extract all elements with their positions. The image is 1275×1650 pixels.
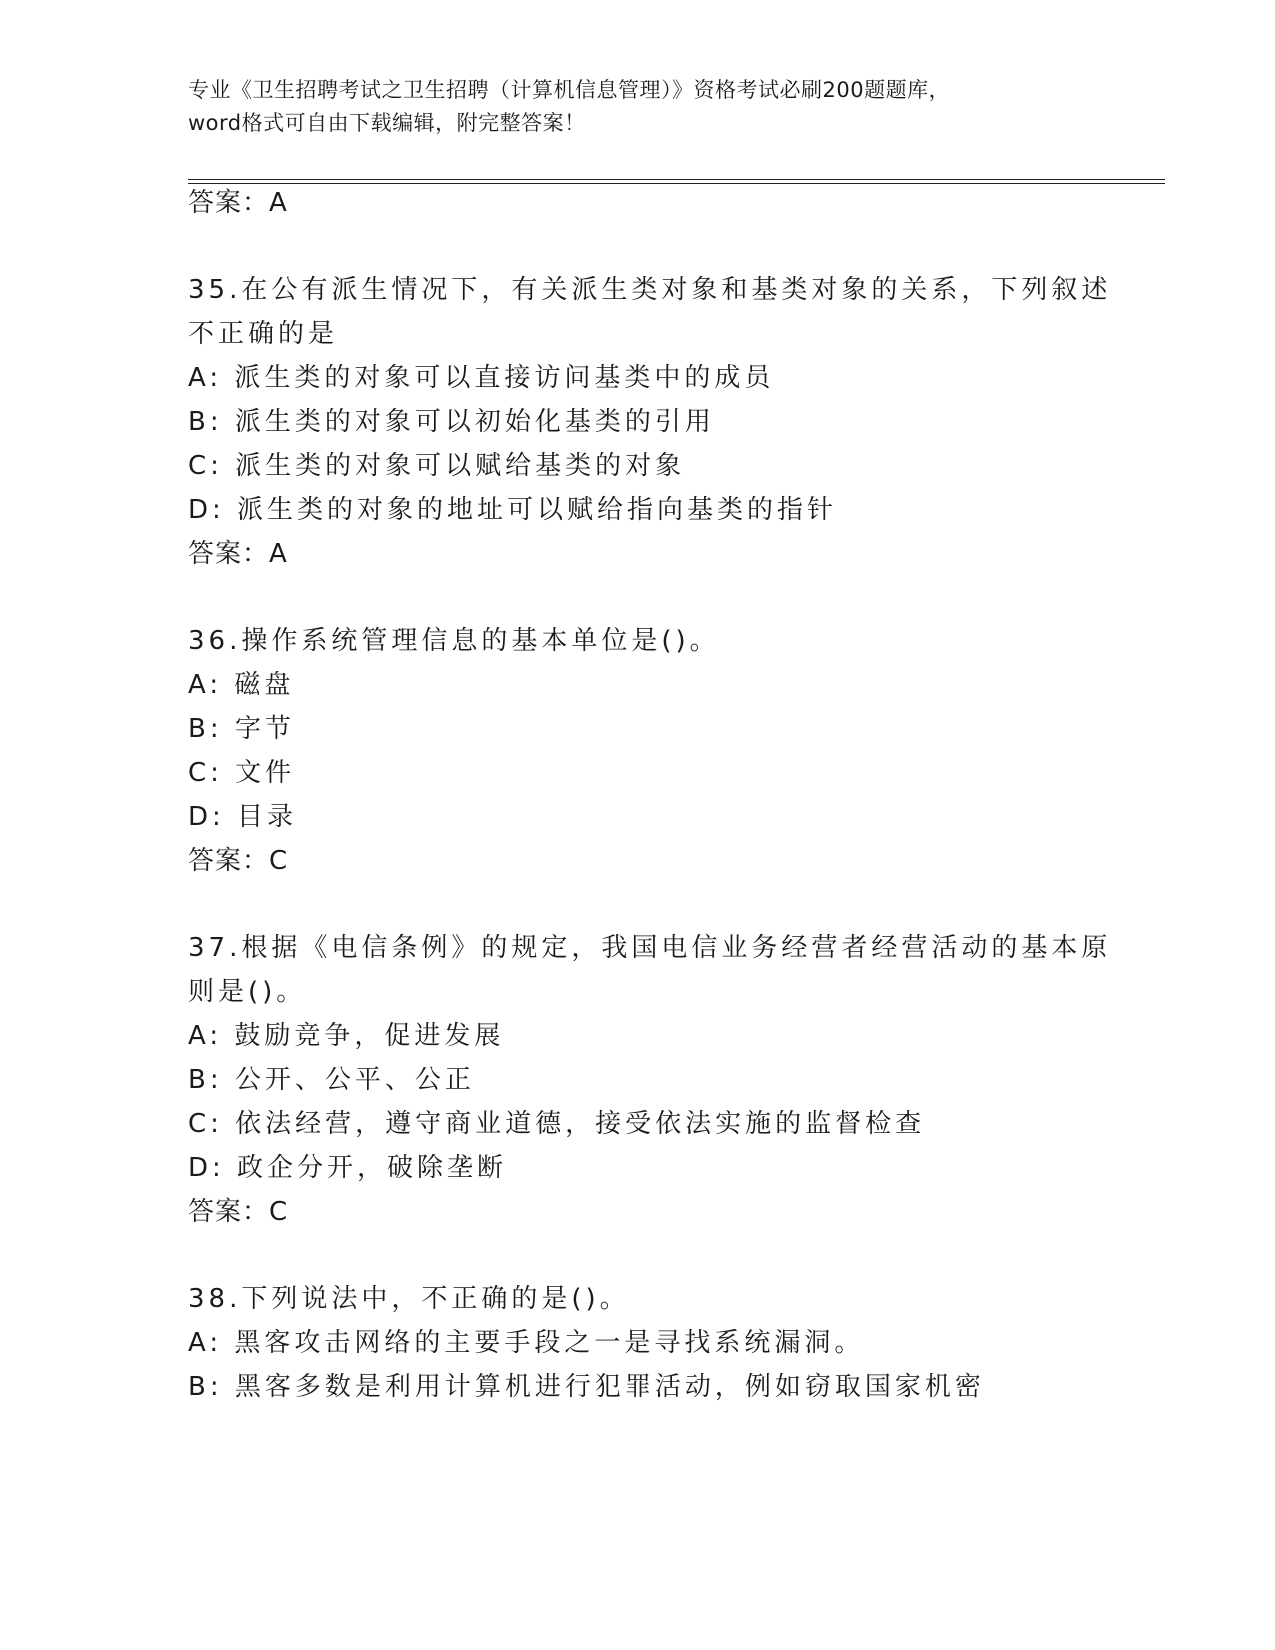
question-35-option-b: B: 派生类的对象可以初始化基类的引用 [188, 407, 715, 437]
question-38-option-a: A: 黑客攻击网络的主要手段之一是寻找系统漏洞。 [188, 1328, 865, 1358]
header-divider-top [188, 179, 1165, 180]
document-header [188, 74, 1088, 140]
question-35-option-d: D: 派生类的对象的地址可以赋给指向基类的指针 [188, 495, 838, 525]
question-36-option-c: C: 文件 [188, 758, 296, 788]
question-36-option-b: B: 字节 [188, 714, 295, 744]
question-37-answer: 答案：C [188, 1197, 289, 1227]
question-35-option-c: C: 派生类的对象可以赋给基类的对象 [188, 451, 686, 481]
header-line-2: word格式可自由下载编辑，附完整答案！ [188, 111, 586, 135]
question-36-option-a: A: 磁盘 [188, 670, 295, 700]
question-37-stem-line-1: 37.根据《电信条例》的规定，我国电信业务经营者经营活动的基本原 [188, 933, 1112, 963]
question-37-stem-line-2: 则是()。 [188, 977, 307, 1007]
question-38-option-b: B: 黑客多数是利用计算机进行犯罪活动，例如窃取国家机密 [188, 1372, 985, 1402]
header-divider-bottom [188, 183, 1165, 184]
question-37-option-d: D: 政企分开，破除垄断 [188, 1153, 508, 1183]
question-37-option-b: B: 公开、公平、公正 [188, 1065, 475, 1095]
question-35-option-a: A: 派生类的对象可以直接访问基类中的成员 [188, 363, 775, 393]
answer-34: 答案：A [188, 188, 288, 218]
question-37-option-a: A: 鼓励竞争，促进发展 [188, 1021, 505, 1051]
question-35-answer: 答案：A [188, 539, 288, 569]
question-37-option-c: C: 依法经营，遵守商业道德，接受依法实施的监督检查 [188, 1109, 926, 1139]
question-36-answer: 答案：C [188, 846, 289, 876]
question-35-stem-line-2: 不正确的是 [188, 319, 339, 349]
question-36-option-d: D: 目录 [188, 802, 298, 832]
question-36-stem-line-1: 36.操作系统管理信息的基本单位是()。 [188, 626, 720, 656]
question-38-stem-line-1: 38.下列说法中，不正确的是()。 [188, 1284, 630, 1314]
question-35-stem-line-1: 35.在公有派生情况下，有关派生类对象和基类对象的关系，下列叙述 [188, 275, 1112, 305]
header-line-1: 专业《卫生招聘考试之卫生招聘（计算机信息管理）》资格考试必刷200题题库， [188, 78, 951, 102]
